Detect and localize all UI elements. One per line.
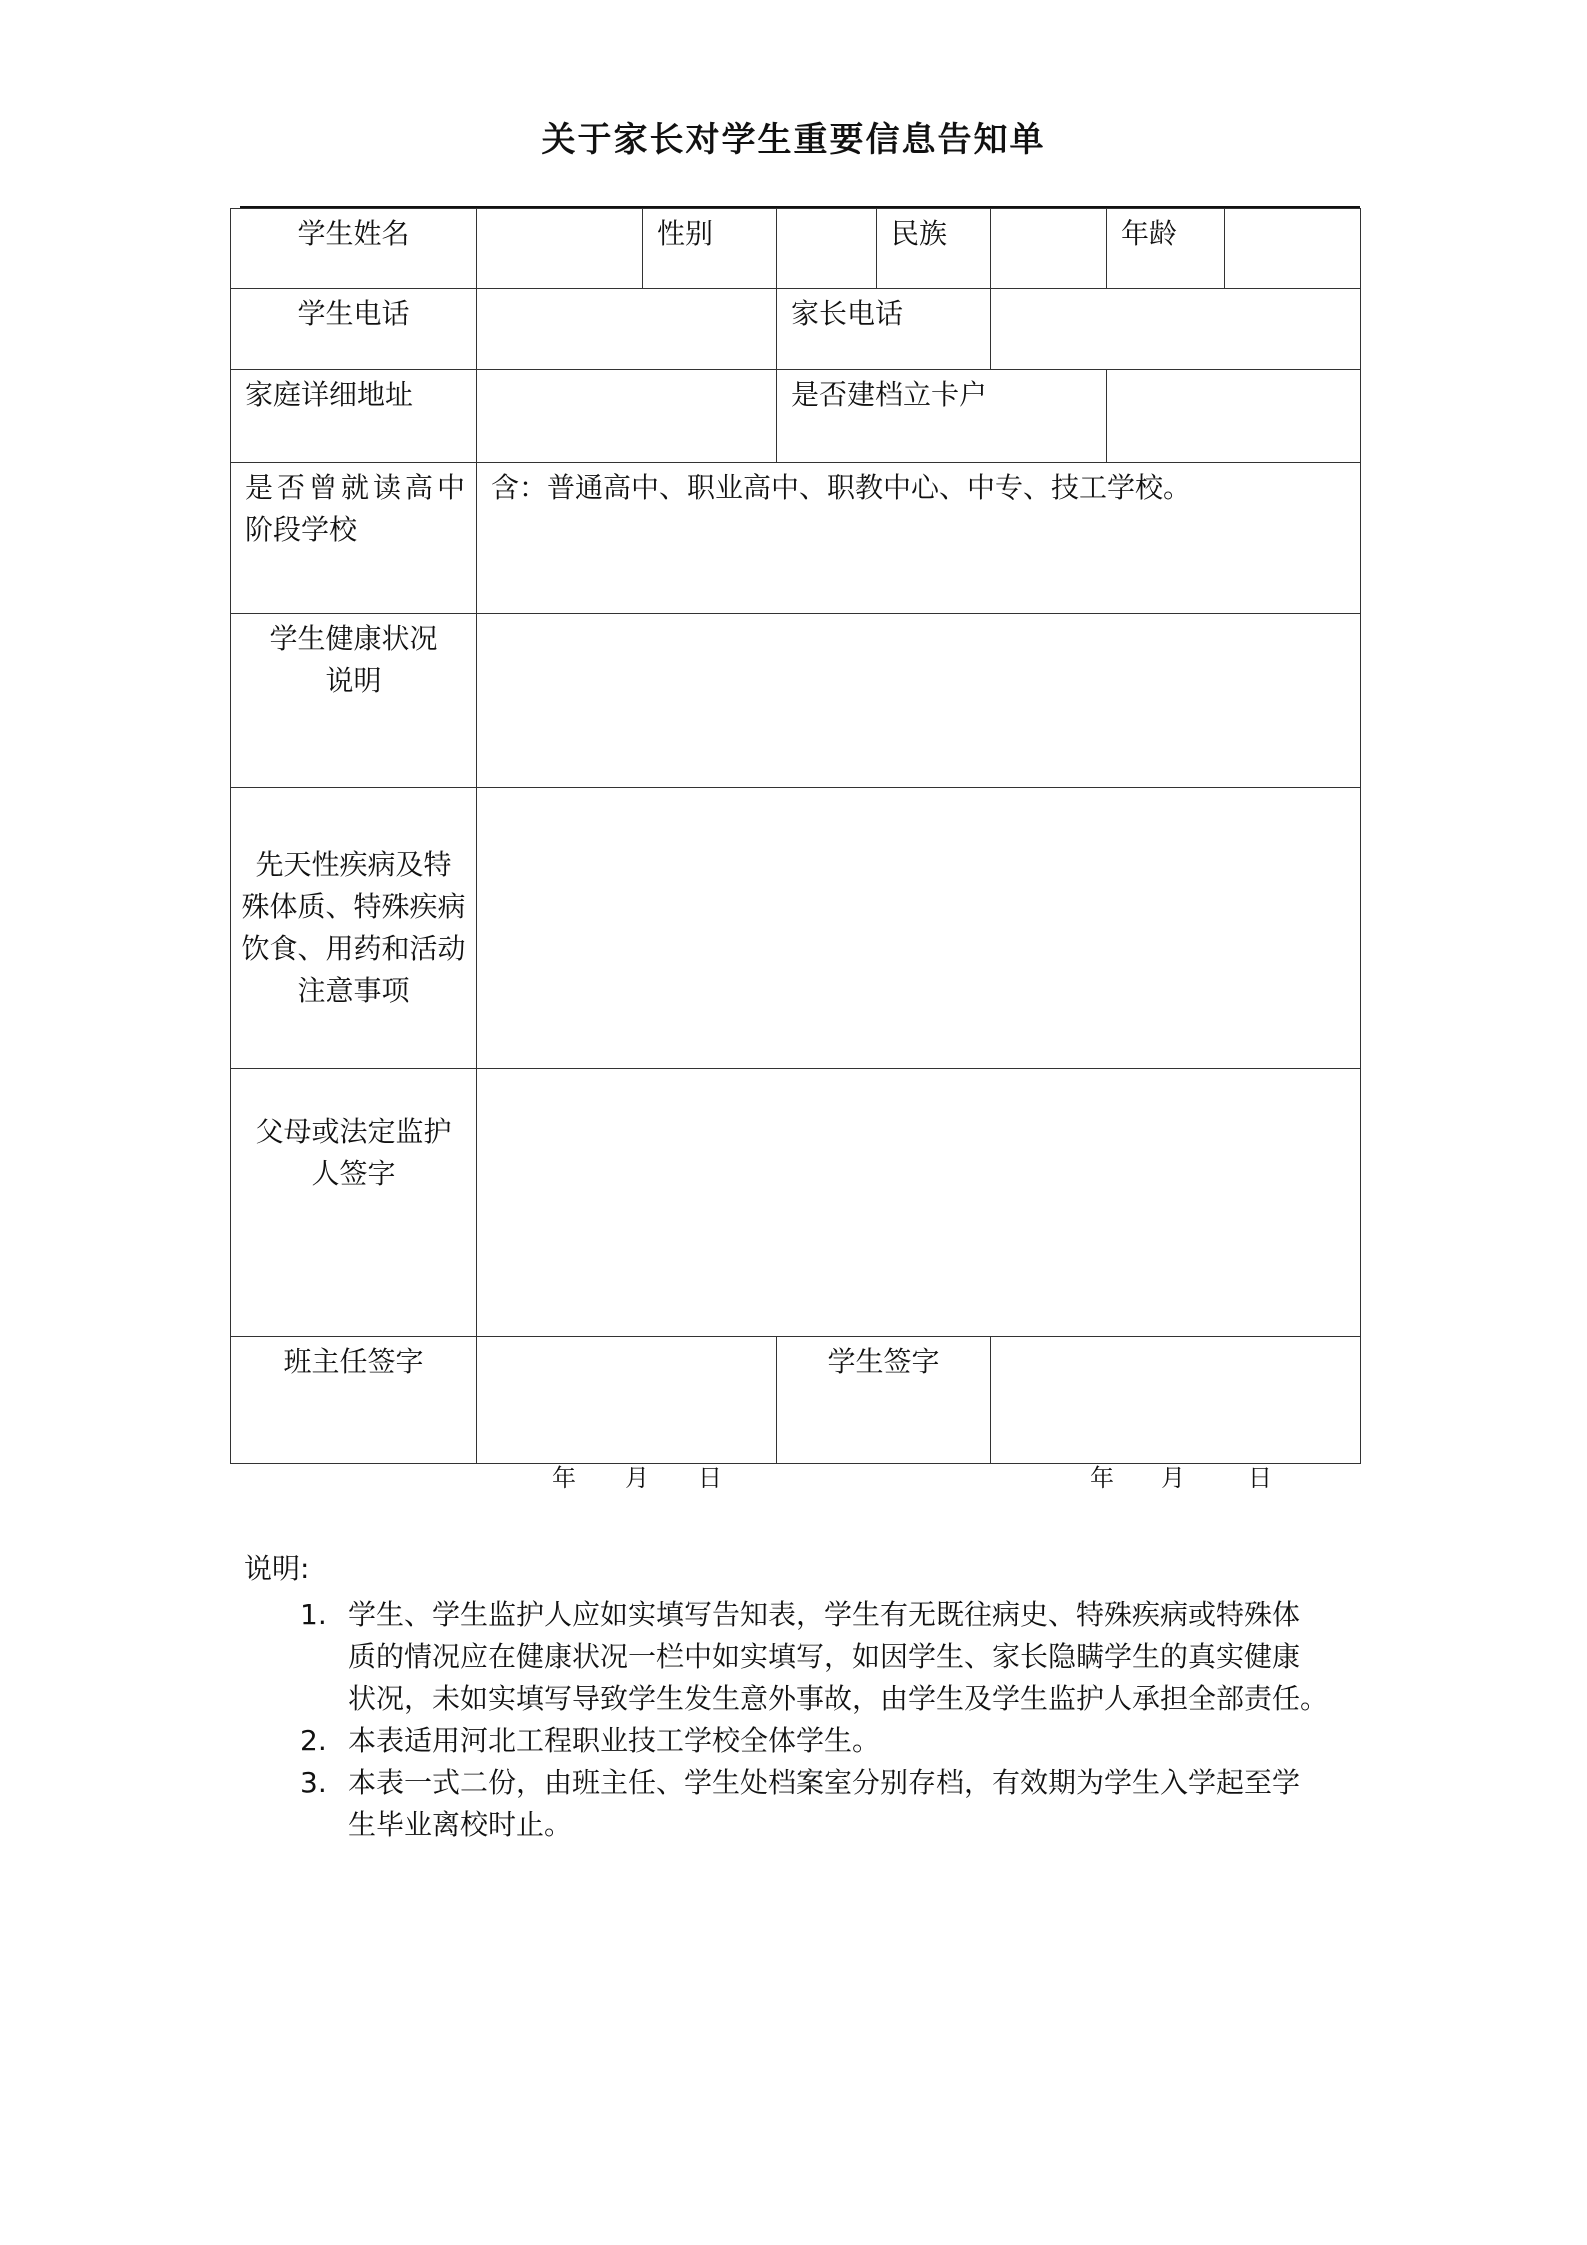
congenital-label-line2: 殊体质、特殊疾病	[241, 890, 466, 923]
notes-section	[244, 1548, 1364, 1846]
notes-list	[244, 1594, 1364, 1846]
student-name-field[interactable]	[477, 209, 643, 289]
info-form-table	[230, 208, 1361, 1492]
congenital-label-line1: 先天性疾病及特	[255, 848, 452, 881]
guardian-sign-field[interactable]	[477, 1069, 1361, 1337]
prior-high-school-note: 含：普通高中、职业高中、职教中心、中专、技工学校。	[491, 471, 1192, 504]
date-month: 月	[1161, 1464, 1185, 1492]
ethnicity-field[interactable]	[991, 209, 1107, 289]
date-year: 年	[1090, 1464, 1114, 1492]
home-address-field[interactable]	[477, 370, 777, 463]
ethnicity-label: 民族	[877, 209, 991, 289]
note-line: 学生、学生监护人应如实填写告知表，学生有无既往病史、特殊疾病或特殊体	[348, 1598, 1301, 1631]
health-field[interactable]	[477, 614, 1361, 788]
guardian-sign-label-line1: 父母或法定监护	[255, 1115, 452, 1148]
student-sign-field[interactable]	[991, 1337, 1361, 1492]
guardian-sign-label	[231, 1069, 477, 1337]
student-name-label: 学生姓名	[231, 209, 477, 289]
note-item	[244, 1762, 1364, 1846]
poverty-registered-label: 是否建档立卡户	[777, 370, 1107, 463]
date-year: 年	[552, 1464, 576, 1492]
health-label	[231, 614, 477, 788]
home-address-label: 家庭详细地址	[231, 370, 477, 463]
head-teacher-sign-field[interactable]	[477, 1337, 777, 1492]
note-line: 质的情况应在健康状况一栏中如实填写，如因学生、家长隐瞒学生的真实健康	[348, 1640, 1301, 1673]
prior-high-school-field[interactable]	[477, 463, 1361, 614]
date-day: 日	[1248, 1464, 1272, 1492]
note-line: 生毕业离校时止。	[348, 1808, 573, 1841]
guardian-sign-label-line2: 人签字	[311, 1157, 396, 1190]
note-number: 1.	[300, 1598, 327, 1631]
note-item	[244, 1594, 1364, 1720]
prior-high-school-label	[231, 463, 477, 614]
congenital-field[interactable]	[477, 788, 1361, 1069]
note-line: 状况，未如实填写导致学生发生意外事故，由学生及学生监护人承担全部责任。	[348, 1682, 1329, 1715]
note-item	[244, 1720, 1364, 1762]
notes-heading: 说明:	[244, 1552, 310, 1585]
health-label-line1: 学生健康状况	[269, 622, 438, 655]
date-month: 月	[625, 1464, 649, 1492]
gender-field[interactable]	[777, 209, 877, 289]
poverty-registered-field[interactable]	[1107, 370, 1361, 463]
congenital-label-line4: 注意事项	[297, 974, 410, 1007]
date-day: 日	[698, 1464, 722, 1492]
prior-high-school-label-line1: 是否曾就读高中	[245, 471, 470, 504]
student-phone-field[interactable]	[477, 289, 777, 370]
parent-phone-label: 家长电话	[777, 289, 991, 370]
congenital-label-line3: 饮食、用药和活动	[241, 932, 466, 965]
student-sign-label: 学生签字	[777, 1337, 991, 1464]
note-number: 3.	[300, 1766, 327, 1799]
page-title: 关于家长对学生重要信息告知单	[541, 120, 1046, 160]
congenital-label	[231, 788, 477, 1069]
note-number: 2.	[300, 1724, 327, 1757]
health-label-line2: 说明	[325, 664, 382, 697]
gender-label: 性别	[643, 209, 777, 289]
age-label: 年龄	[1107, 209, 1225, 289]
prior-high-school-label-line2: 阶段学校	[245, 513, 358, 546]
parent-phone-field[interactable]	[991, 289, 1361, 370]
note-line: 本表适用河北工程职业技工学校全体学生。	[348, 1724, 881, 1757]
student-phone-label: 学生电话	[231, 289, 477, 370]
note-line: 本表一式二份，由班主任、学生处档案室分别存档，有效期为学生入学起至学	[348, 1766, 1301, 1799]
age-field[interactable]	[1225, 209, 1361, 289]
head-teacher-sign-label: 班主任签字	[231, 1337, 477, 1464]
